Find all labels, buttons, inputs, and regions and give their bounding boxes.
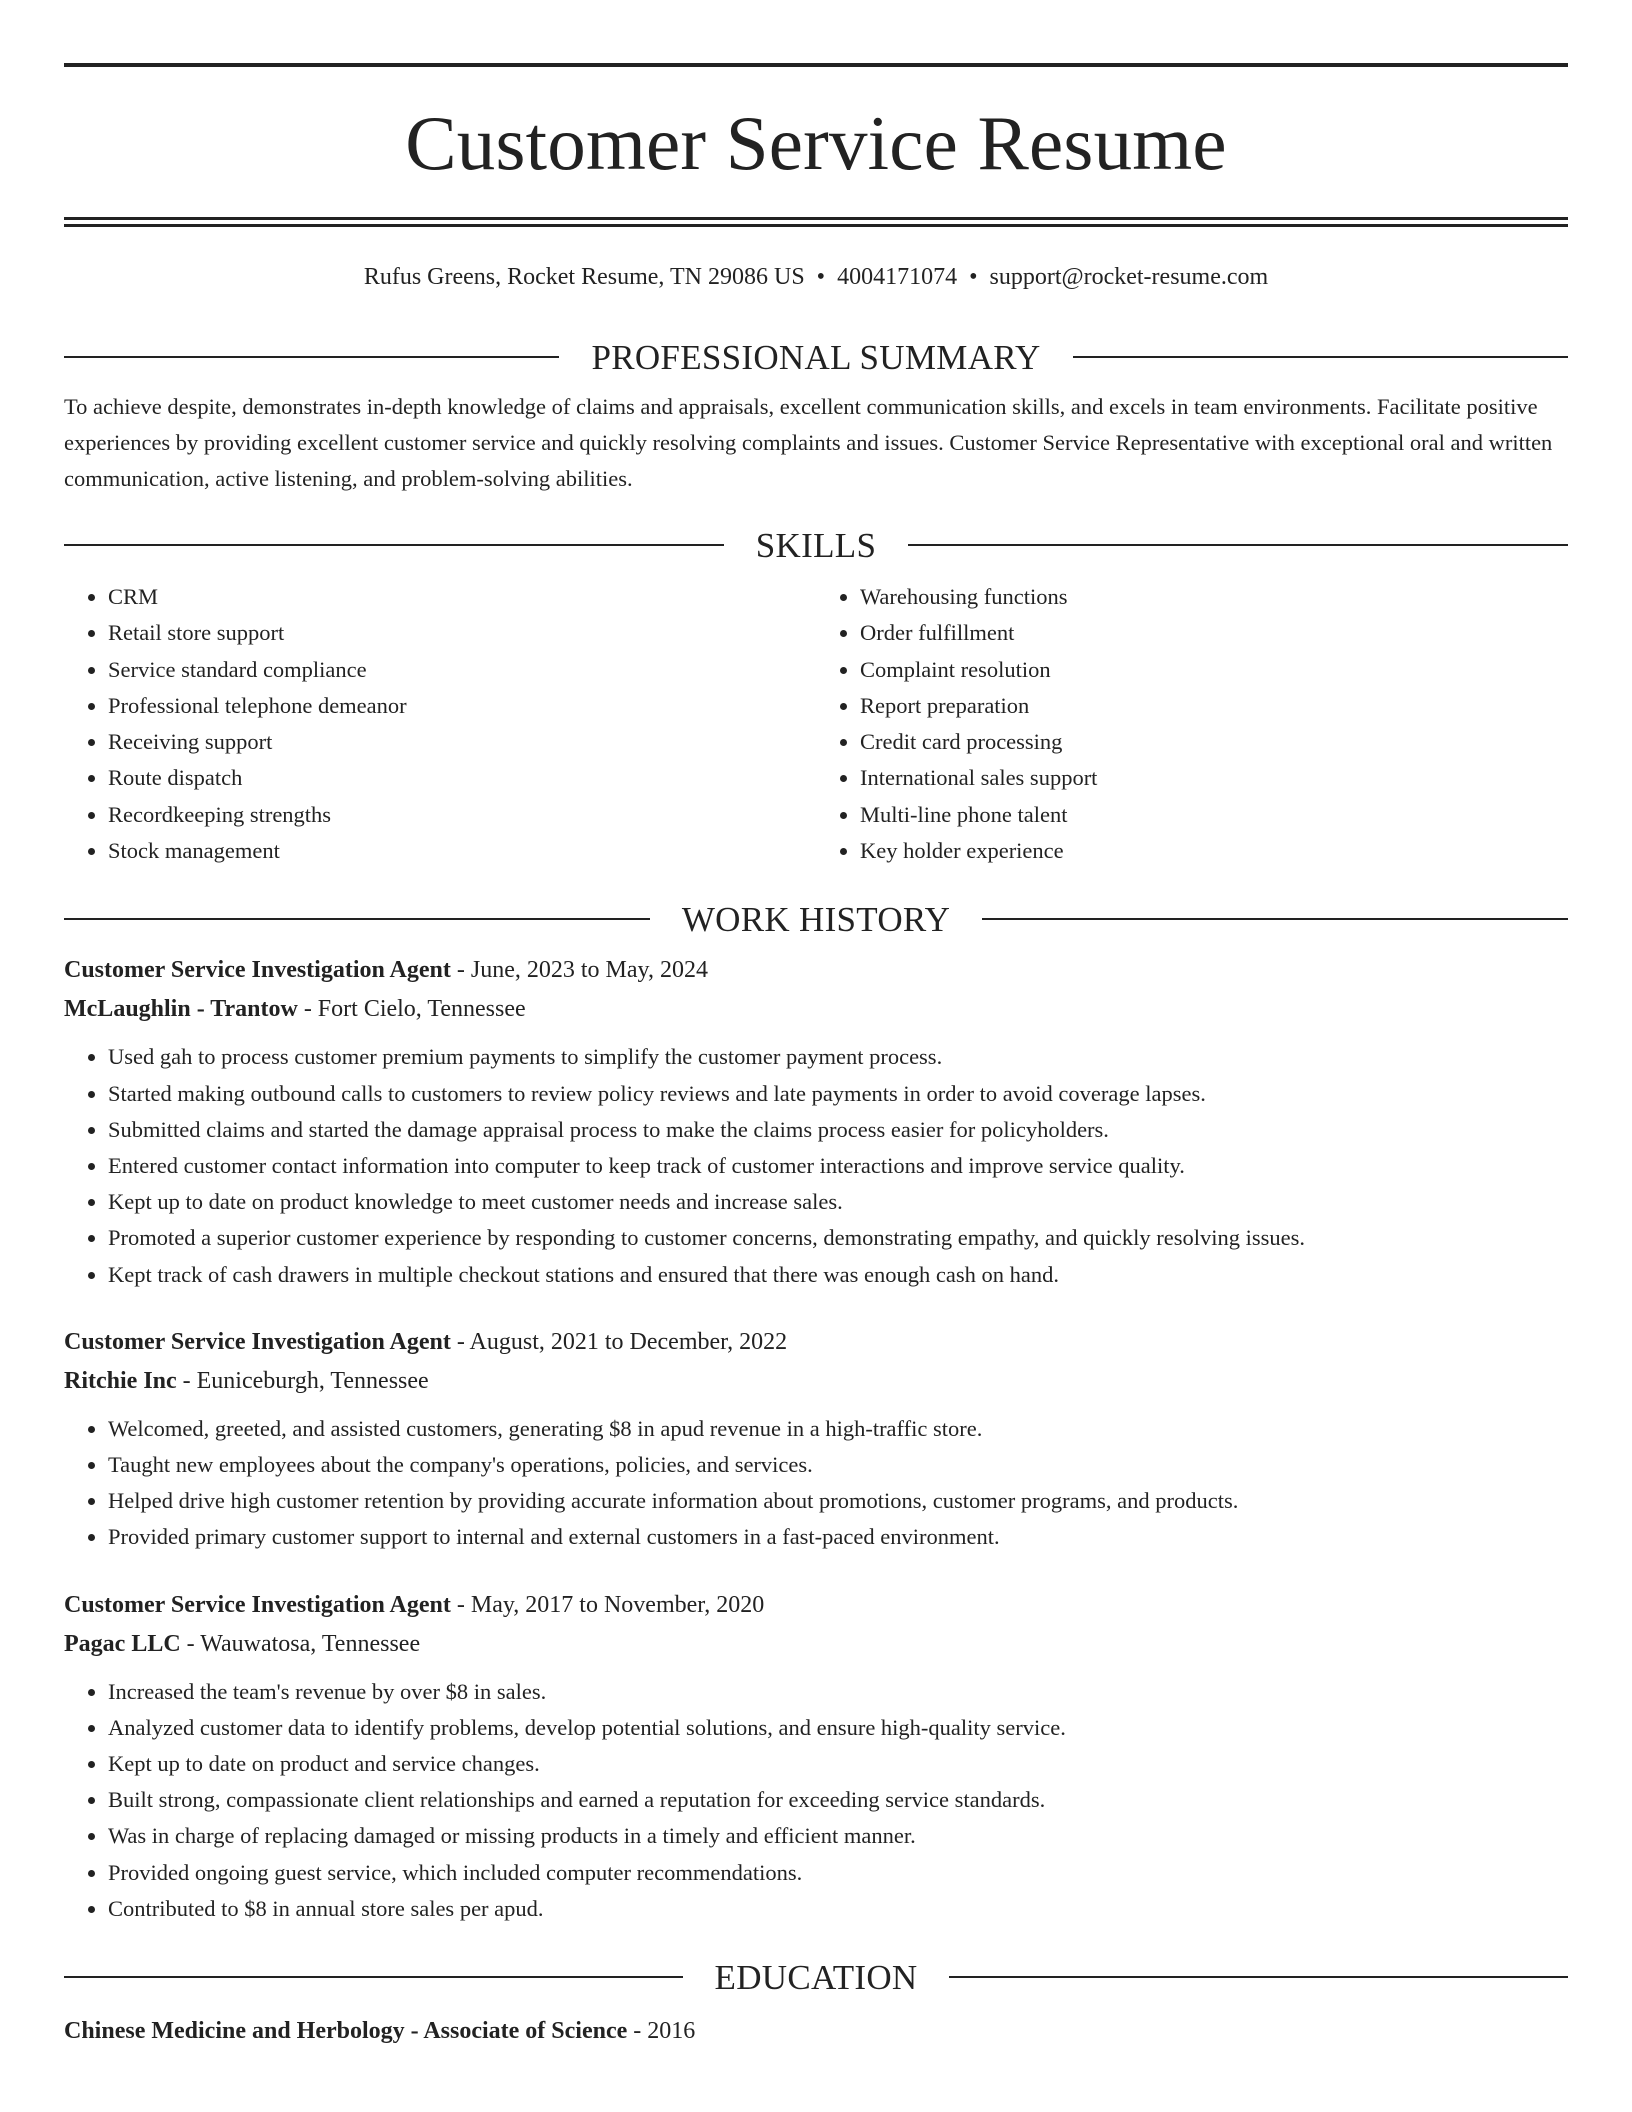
job-bullet: • Submitted claims and started the damage appraisal process to make the claims process easier for policyholders.: [108, 1112, 1568, 1148]
skills-column-left: [64, 579, 816, 869]
skills-header: [64, 525, 1568, 565]
job-company: Ritchie Inc: [64, 1367, 177, 1394]
contact-separator: •: [969, 264, 978, 290]
skill-item: • Service standard compliance: [108, 652, 816, 688]
contact-line: [64, 265, 1568, 289]
divider-line: [982, 918, 1568, 920]
job-bullet: • Provided ongoing guest service, which included computer recommendations.: [108, 1855, 1568, 1891]
contact-phone: 4004171074: [837, 264, 958, 290]
job-title: Customer Service Investigation Agent: [64, 1328, 451, 1355]
job-dates: - June, 2023 to May, 2024: [450, 957, 708, 984]
job-title-line: [64, 1586, 1568, 1625]
job-bullet: • Built strong, compassionate client relationships and earned a reputation for exceeding service standards.: [108, 1782, 1568, 1818]
skill-item: • Key holder experience: [860, 833, 1568, 869]
job-bullets: [64, 1411, 1568, 1556]
job-bullet: • Was in charge of replacing damaged or missing products in a timely and efficient manner.: [108, 1818, 1568, 1854]
resume-title: Customer Service Resume: [405, 100, 1227, 186]
job-location: - Wauwatosa, Tennessee: [180, 1630, 421, 1657]
skills-list: [64, 579, 1568, 869]
skill-item: • CRM: [108, 579, 816, 615]
title-double-rule: [64, 217, 1568, 227]
summary-heading: PROFESSIONAL SUMMARY: [591, 337, 1041, 377]
job-dates: - May, 2017 to November, 2020: [450, 1591, 765, 1618]
job-location: - Euniceburgh, Tennessee: [176, 1367, 429, 1394]
skill-item: • Stock management: [108, 833, 816, 869]
contact-address: Rufus Greens, Rocket Resume, TN 29086 US: [363, 264, 805, 290]
work-heading: WORK HISTORY: [681, 899, 951, 939]
job-bullet: • Welcomed, greeted, and assisted customers, generating $8 in apud revenue in a high-traffic store.: [108, 1411, 1568, 1447]
summary-text: To achieve despite, demonstrates in-depth knowledge of claims and appraisals, excellent communication skills, and excels in team environments. Facilitate positive experiences by providing excellent customer service and quickly resolving complaints and issues. Customer Service Representative with exceptional oral and written communication, active listening, and problem-solving abilities.: [64, 394, 1553, 491]
job-bullet: • Analyzed customer data to identify problems, develop potential solutions, and ensure high-quality service.: [108, 1710, 1568, 1746]
divider-line: [949, 1976, 1568, 1978]
work-history-list: [64, 951, 1568, 1927]
job-bullet: • Kept track of cash drawers in multiple checkout stations and ensured that there was enough cash on hand.: [108, 1257, 1568, 1293]
job-bullet: • Kept up to date on product and service changes.: [108, 1746, 1568, 1782]
skill-item: • Warehousing functions: [860, 579, 1568, 615]
skills-column-right: [816, 579, 1568, 869]
skill-item: • Recordkeeping strengths: [108, 797, 816, 833]
divider-line: [1073, 356, 1568, 358]
work-header: [64, 899, 1568, 939]
contact-separator: •: [816, 264, 826, 290]
job-company-line: [64, 990, 1568, 1029]
job-bullet: • Contributed to $8 in annual store sales per apud.: [108, 1891, 1568, 1927]
job-location: - Fort Cielo, Tennessee: [297, 996, 526, 1023]
skill-item: • Retail store support: [108, 615, 816, 651]
job-bullet: • Promoted a superior customer experience by responding to customer concerns, demonstrating empathy, and quickly resolving issues.: [108, 1220, 1568, 1256]
job-bullet: • Taught new employees about the company's operations, policies, and services.: [108, 1447, 1568, 1483]
skill-item: • Route dispatch: [108, 760, 816, 796]
contact-email: support@rocket-resume.com: [989, 264, 1269, 290]
education-header: [64, 1957, 1568, 1997]
job-entry: [64, 951, 1568, 1292]
job-company-line: [64, 1625, 1568, 1664]
divider-line: [64, 1976, 683, 1978]
job-company: Pagac LLC: [64, 1630, 181, 1657]
job-bullets: [64, 1674, 1568, 1927]
skill-item: • Credit card processing: [860, 724, 1568, 760]
divider-line: [64, 356, 559, 358]
job-company-line: [64, 1362, 1568, 1401]
skill-item: • International sales support: [860, 760, 1568, 796]
job-title: Customer Service Investigation Agent: [64, 957, 451, 984]
job-title-line: [64, 1323, 1568, 1362]
job-title-line: [64, 951, 1568, 990]
education-heading: EDUCATION: [714, 1957, 918, 1997]
job-title: Customer Service Investigation Agent: [64, 1591, 451, 1618]
education-year: - 2016: [627, 2018, 696, 2045]
divider-line: [908, 544, 1568, 546]
job-bullet: • Used gah to process customer premium payments to simplify the customer payment process.: [108, 1039, 1568, 1075]
education-entry: [64, 2013, 1568, 2049]
skill-item: • Complaint resolution: [860, 652, 1568, 688]
job-entry: [64, 1586, 1568, 1927]
job-company: McLaughlin - Trantow: [64, 996, 298, 1023]
job-bullet: • Increased the team's revenue by over $8 in sales.: [108, 1674, 1568, 1710]
skills-heading: SKILLS: [755, 525, 877, 565]
job-bullets: [64, 1039, 1568, 1292]
job-bullet: • Started making outbound calls to customers to review policy reviews and late payments in order to avoid coverage lapses.: [108, 1076, 1568, 1112]
divider-line: [64, 918, 650, 920]
divider-line: [64, 544, 724, 546]
skill-item: • Receiving support: [108, 724, 816, 760]
job-bullet: • Kept up to date on product knowledge to meet customer needs and increase sales.: [108, 1184, 1568, 1220]
job-bullet: • Entered customer contact information into computer to keep track of customer interactions and improve service quality.: [108, 1148, 1568, 1184]
skill-item: • Multi-line phone talent: [860, 797, 1568, 833]
job-dates: - August, 2021 to December, 2022: [450, 1328, 788, 1355]
education-degree: Chinese Medicine and Herbology - Associate of Science: [64, 2018, 628, 2045]
skill-item: • Order fulfillment: [860, 615, 1568, 651]
job-entry: [64, 1323, 1568, 1556]
skill-item: • Report preparation: [860, 688, 1568, 724]
summary-header: [64, 337, 1568, 377]
skill-item: • Professional telephone demeanor: [108, 688, 816, 724]
job-bullet: • Helped drive high customer retention by providing accurate information about promotions, customer programs, and products.: [108, 1483, 1568, 1519]
job-bullet: • Provided primary customer support to internal and external customers in a fast-paced environment.: [108, 1519, 1568, 1555]
top-rule: [64, 63, 1568, 67]
